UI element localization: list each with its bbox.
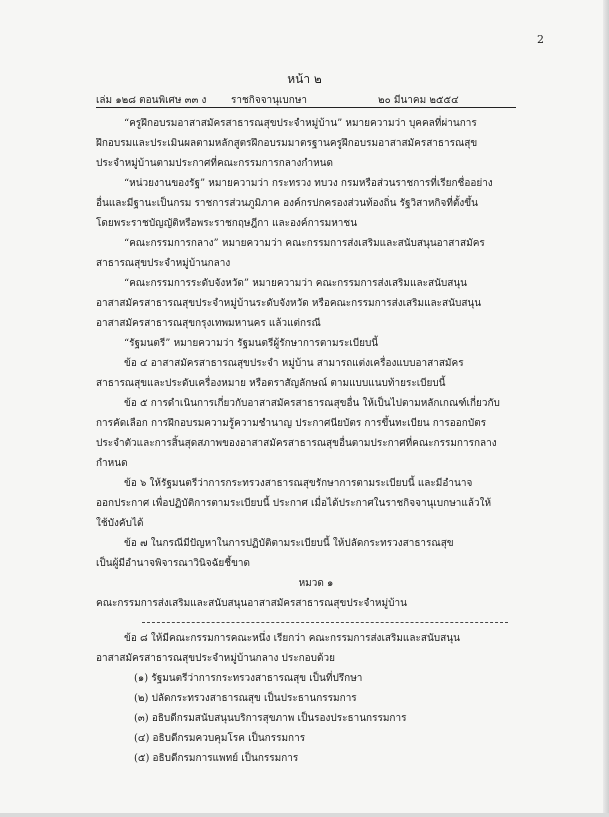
text-line: (๔) อธิบดีกรมควบคุมโรค เป็นกรรมการ	[134, 733, 306, 744]
text-line: (๓) อธิบดีกรมสนับสนุนบริการสุขภาพ เป็นรองประธานกรรมการ	[134, 713, 407, 724]
text-line: ฝึกอบรมและประเมินผลตามหลักสูตรฝึกอบรมมาตรฐานครูฝึกอบรมอาสาสมัครสาธารณสุข	[96, 138, 478, 149]
gazette-name: ราชกิจจานุเบกษา	[231, 95, 308, 106]
text-line: เป็นผู้มีอำนาจพิจารณาวินิจฉัยชี้ขาด	[96, 558, 251, 569]
text-line: ประจำหมู่บ้านตามประกาศที่คณะกรรมการกลางกำหนด	[96, 158, 333, 169]
text-line: สาธารณสุขและประดับเครื่องหมาย หรือตราสัญลักษณ์ ตามแบบแนบท้ายระเบียบนี้	[96, 378, 446, 389]
page-edge-shadow	[603, 0, 609, 817]
text-line: ข้อ ๘ ให้มีคณะกรรมการคณะหนึ่ง เรียกว่า คณะกรรมการส่งเสริมและสนับสนุน	[124, 633, 460, 644]
text-line: ข้อ ๗ ในกรณีมีปัญหาในการปฏิบัติตามระเบียบนี้ ให้ปลัดกระทรวงสาธารณสุข	[124, 538, 454, 549]
text-line: “หน่วยงานของรัฐ” หมายความว่า กระทรวง ทบวง กรมหรือส่วนราชการที่เรียกชื่ออย่าง	[124, 178, 493, 189]
text-line: ออกประกาศ เพื่อปฏิบัติการตามระเบียบนี้ ประกาศ เมื่อได้ประกาศในราชกิจจานุเบกษาแล้วให้	[96, 498, 492, 509]
text-line: (๒) ปลัดกระทรวงสาธารณสุข เป็นประธานกรรมการ	[134, 693, 357, 704]
text-line: “คณะกรรมการกลาง” หมายความว่า คณะกรรมการส่งเสริมและสนับสนุนอาสาสมัคร	[124, 238, 485, 249]
text-line: สาธารณสุขประจำหมู่บ้านกลาง	[96, 258, 231, 269]
text-line: ประจำตัวและการสิ้นสุดสภาพของอาสาสมัครสาธารณสุขอื่นตามประกาศที่คณะกรรมการกลาง	[96, 438, 497, 449]
gazette-date: ๒๐ มีนาคม ๒๕๕๔	[378, 95, 459, 106]
text-line: “ครูฝึกอบรมอาสาสมัครสาธารณสุขประจำหมู่บ้าน” หมายความว่า บุคคลที่ผ่านการ	[124, 118, 477, 129]
definitions-section	[96, 114, 536, 574]
text-line: อาสาสมัครสาธารณสุขประจำหมู่บ้านระดับจังหวัด หรือคณะกรรมการส่งเสริมและสนับสนุน	[96, 298, 482, 309]
text-line: อาสาสมัครสาธารณสุขกรุงเทพมหานคร แล้วแต่กรณี	[96, 318, 321, 329]
page-title: หน้า ๒	[287, 72, 322, 86]
page-number: 2	[537, 33, 544, 46]
committee-section	[96, 629, 536, 769]
gazette-volume: เล่ม ๑๒๘ ตอนพิเศษ ๓๓ ง	[96, 95, 207, 106]
text-line: อื่นและมีฐานะเป็นกรม ราชการส่วนภูมิภาค องค์กรปกครองส่วนท้องถิ่น รัฐวิสาหกิจที่ตั้งขึ้น	[96, 198, 478, 209]
page-bottom-edge	[0, 813, 609, 817]
gazette-underline	[96, 107, 516, 108]
text-line: โดยพระราชบัญญัติหรือพระราชกฤษฎีกา และองค์การมหาชน	[96, 218, 358, 229]
text-line: ใช้บังคับได้	[96, 518, 144, 529]
document-body	[96, 114, 536, 769]
text-line: “รัฐมนตรี” หมายความว่า รัฐมนตรีผู้รักษาการตามระเบียบนี้	[124, 338, 379, 349]
text-line: ข้อ ๖ ให้รัฐมนตรีว่าการกระทรวงสาธารณสุขรักษาการตามระเบียบนี้ และมีอำนาจ	[124, 478, 473, 489]
text-line: อาสาสมัครสาธารณสุขประจำหมู่บ้านกลาง ประกอบด้วย	[96, 653, 335, 664]
text-line: กำหนด	[96, 458, 128, 469]
text-line: “คณะกรรมการระดับจังหวัด” หมายความว่า คณะกรรมการส่งเสริมและสนับสนุน	[124, 278, 468, 289]
chapter-subtitle: คณะกรรมการส่งเสริมและสนับสนุนอาสาสมัครสาธารณสุขประจำหมู่บ้าน	[96, 598, 407, 609]
text-line: (๑) รัฐมนตรีว่าการกระทรวงสาธารณสุข เป็นที่ปรึกษา	[134, 673, 363, 684]
text-line: ข้อ ๔ อาสาสมัครสาธารณสุขประจำ หมู่บ้าน สามารถแต่งเครื่องแบบอาสาสมัคร	[124, 358, 464, 369]
text-line: ข้อ ๕ การดำเนินการเกี่ยวกับอาสาสมัครสาธารณสุขอื่น ให้เป็นไปตามหลักเกณฑ์เกี่ยวกับ	[124, 398, 500, 409]
text-line: (๕) อธิบดีกรมการแพทย์ เป็นกรรมการ	[134, 753, 299, 764]
section-separator	[142, 622, 508, 623]
chapter-heading: หมวด ๑	[298, 578, 334, 589]
text-line: การคัดเลือก การฝึกอบรมความรู้ความชำนาญ ประกาศนียบัตร การขึ้นทะเบียน การออกบัตร	[96, 418, 487, 429]
